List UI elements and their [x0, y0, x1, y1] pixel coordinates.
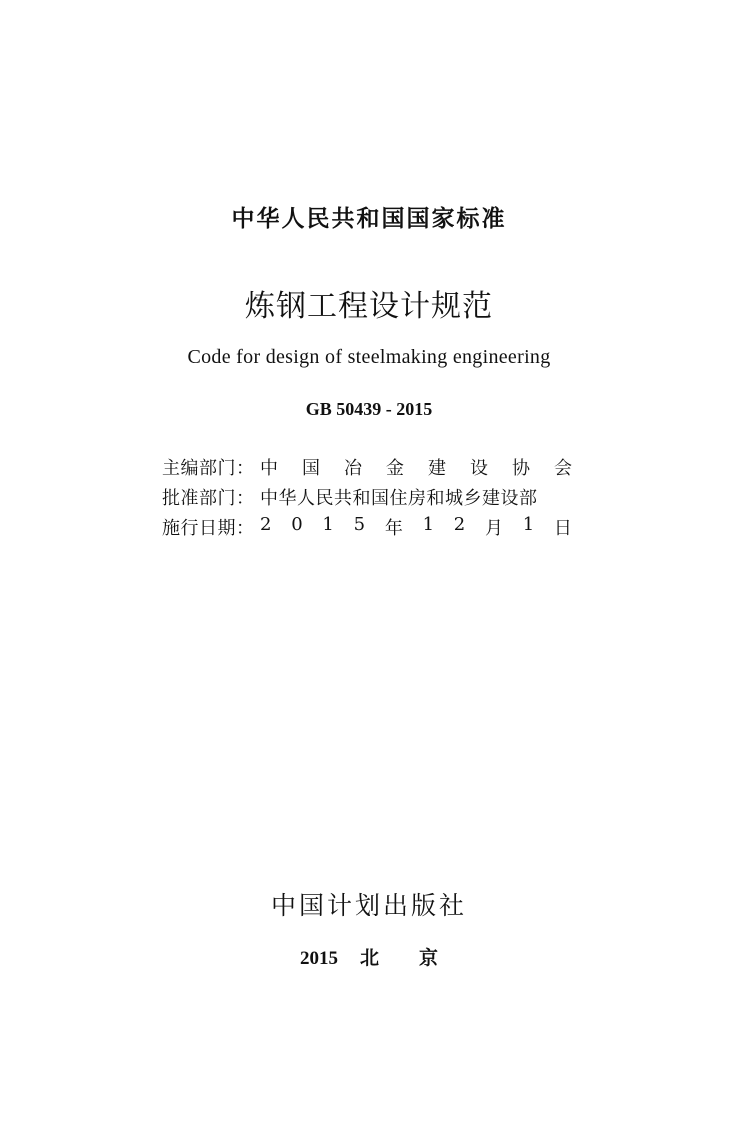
editor-row [162, 452, 572, 482]
publisher-name: 中国计划出版社 [270, 891, 467, 920]
editor-char: 协 [512, 458, 530, 479]
editor-char: 中 [260, 458, 278, 479]
effective-date-label: 施行日期： [162, 518, 255, 539]
publication-city-char: 京 [419, 948, 439, 969]
editor-label: 主编部门： [162, 458, 255, 479]
document-title-en: Code for design of steelmaking engineering [187, 346, 551, 368]
effective-date-char: 0 [291, 514, 303, 535]
editor-char: 国 [302, 458, 320, 479]
effective-date-char: 日 [553, 518, 572, 539]
info-block [162, 452, 572, 542]
editor-char: 金 [386, 458, 404, 479]
editor-char: 设 [470, 458, 488, 479]
effective-date-row [162, 512, 572, 542]
effective-date-char: 1 [322, 514, 334, 535]
approver-value: 中华人民共和国住房和城乡建设部 [260, 488, 538, 509]
document-title-cn: 炼钢工程设计规范 [245, 289, 493, 324]
editor-char: 冶 [344, 458, 362, 479]
publication-year-city [0, 943, 738, 970]
effective-date-value [260, 514, 572, 540]
effective-date-char: 5 [353, 514, 366, 535]
effective-date-char: 2 [260, 514, 272, 535]
standard-type-heading: 中华人民共和国国家标准 [231, 206, 507, 232]
effective-date-char: 1 [422, 514, 435, 535]
effective-date-char: 1 [522, 514, 535, 535]
publication-city-char: 北 [359, 948, 379, 969]
effective-date-char: 年 [384, 518, 403, 539]
approver-label: 批准部门： [162, 488, 255, 509]
effective-date-char: 月 [484, 518, 503, 539]
editor-char: 建 [428, 458, 446, 479]
approver-row [162, 482, 572, 512]
editor-value [260, 454, 572, 480]
publication-year: 2015 [299, 948, 338, 969]
editor-char: 会 [554, 458, 572, 479]
standard-number: GB 50439 - 2015 [305, 399, 433, 419]
effective-date-char: 2 [453, 514, 466, 535]
